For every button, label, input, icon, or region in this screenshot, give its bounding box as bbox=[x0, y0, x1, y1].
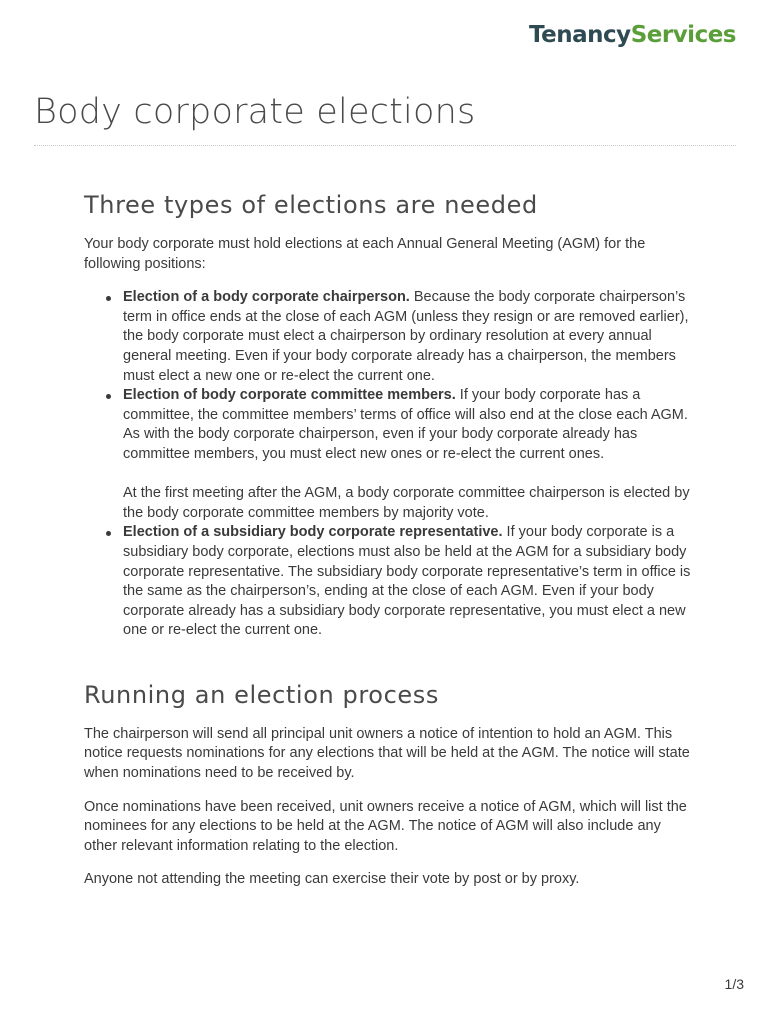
logo-part-tenancy: Tenancy bbox=[529, 22, 631, 48]
section-heading-election-types: Three types of elections are needed bbox=[84, 191, 538, 219]
logo-part-services: Services bbox=[630, 22, 736, 48]
page-number: 1/3 bbox=[724, 976, 744, 992]
list-item-chairperson bbox=[123, 288, 694, 386]
list-item-text: If your body corporate is a subsidiary body corporate, elections must also be held at the AGM for a subsidiary body corporate representative. The subsidiary body corporate representative’s term in office is the same as the chairperson’s, ending at the close of each AGM. Even if your body corporate already has a subsidiary body corporate representative, you must elect a new one or re-elect the current one. bbox=[123, 524, 691, 639]
section-heading-election-process: Running an election process bbox=[84, 680, 439, 709]
process-paragraph-notice: The chairperson will send all principal unit owners a notice of intention to hold an AGM. This notice requests nominations for any elections that will be held at the AGM. The notice will state when nominations need to be received by. bbox=[84, 725, 690, 782]
list-item-title: Election of a body corporate chairperson. bbox=[123, 289, 410, 306]
section-intro-paragraph: Your body corporate must hold elections at each Annual General Meeting (AGM) for the following positions: bbox=[84, 236, 646, 272]
list-item-extra-paragraph: At the first meeting after the AGM, a body corporate committee chairperson is elected by the body corporate committee members by majority vote. bbox=[123, 485, 690, 521]
title-divider bbox=[34, 145, 736, 146]
page-title: Body corporate elections bbox=[34, 92, 476, 132]
process-paragraph-nominations: Once nominations have been received, unit owners receive a notice of AGM, which will list the nominees for any elections to be held at the AGM. The notice of AGM will also include any other relevant information relating to the election. bbox=[84, 798, 687, 854]
list-item-title: Election of a subsidiary body corporate representative. bbox=[123, 524, 503, 541]
election-types-list bbox=[84, 288, 694, 641]
process-paragraph-voting: Anyone not attending the meeting can exercise their vote by post or by proxy. bbox=[84, 871, 580, 888]
list-item-text: If your body corporate has a committee, the committee members’ terms of office will also end at the close each AGM. As with the body corporate chairperson, even if your body corporate already has committee members, you must elect new ones or re-elect the current ones. bbox=[123, 387, 688, 462]
list-item-text: Because the body corporate chairperson’s term in office ends at the close of each AGM (unless they resign or are removed earlier), the body corporate must elect a chairperson by ordinary resolution at every annual general meeting. Even if your body corporate already has a chairperson, the members must elect a new one or re-elect the current one. bbox=[123, 289, 689, 384]
main-content bbox=[84, 188, 694, 890]
list-item-committee-members bbox=[123, 386, 694, 523]
list-item-subsidiary-representative bbox=[123, 523, 694, 641]
tenancy-services-logo bbox=[529, 22, 736, 48]
list-item-title: Election of body corporate committee members. bbox=[123, 387, 456, 404]
